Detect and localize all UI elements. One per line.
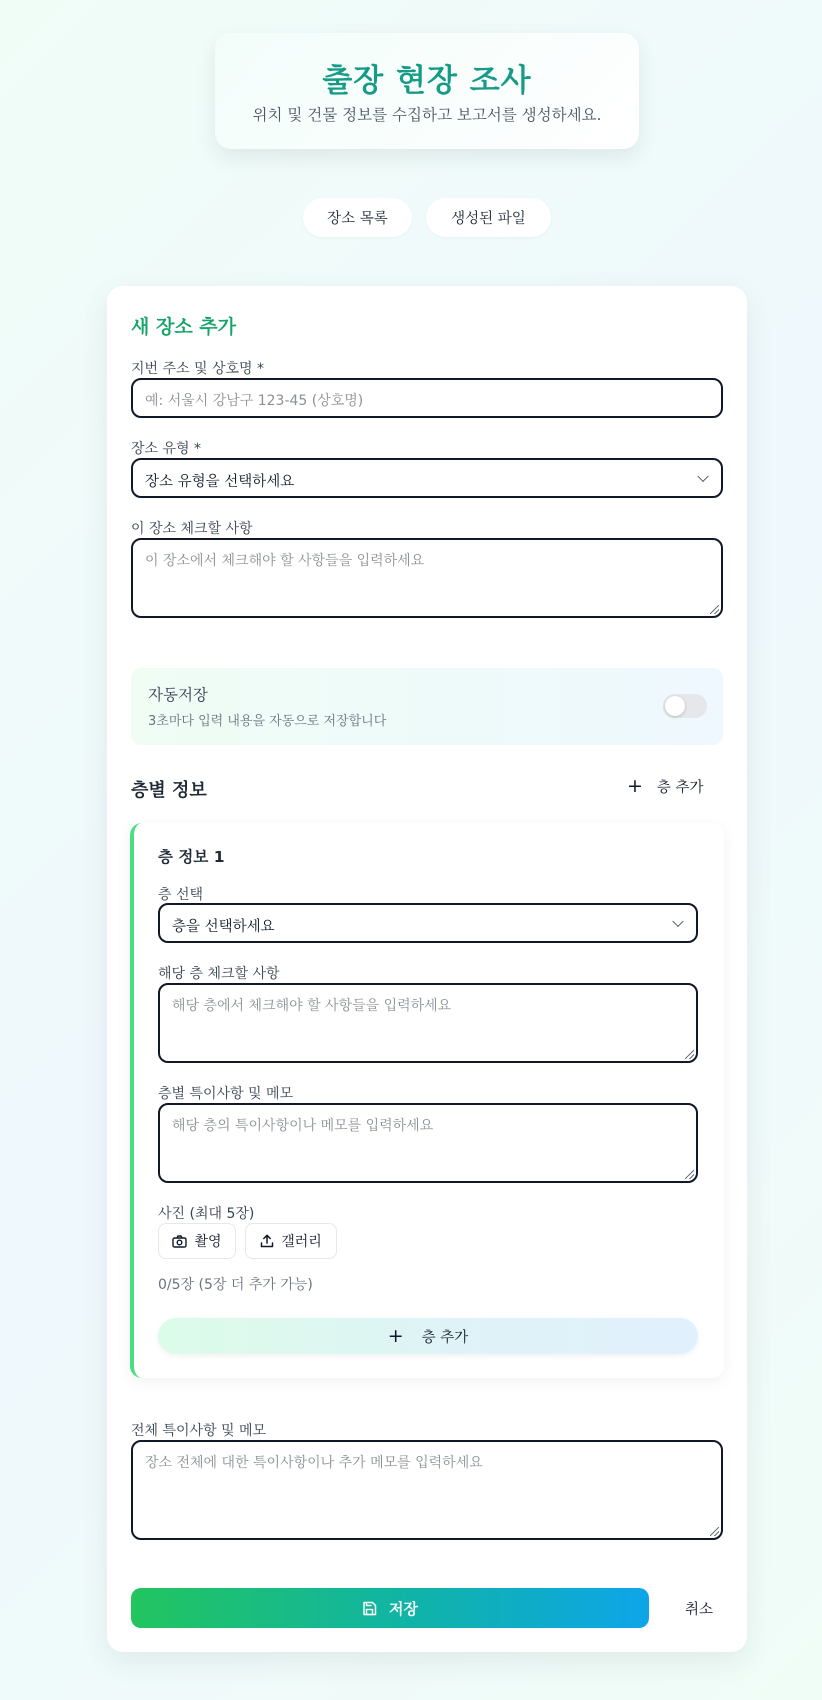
overall-memo-label: 전체 특이사항 및 메모 (131, 1423, 267, 1439)
places-list-button[interactable]: 장소 목록 (303, 198, 412, 237)
resize-grip-icon[interactable] (710, 605, 719, 614)
gallery-button[interactable] (245, 1223, 337, 1259)
resize-grip-icon[interactable] (685, 1050, 694, 1059)
floor-check-textarea[interactable] (158, 983, 698, 1063)
page-subtitle: 위치 및 건물 정보를 수집하고 보고서를 생성하세요. (252, 106, 602, 124)
camera-icon (172, 1235, 187, 1248)
add-floor-top-button[interactable] (627, 768, 731, 804)
add-floor-label: 층 추가 (421, 1329, 469, 1346)
capture-photo-button[interactable] (158, 1223, 236, 1259)
autosave-description: 3초마다 입력 내용을 자동으로 저장합니다 (148, 714, 387, 729)
floor-memo-label: 층별 특이사항 및 메모 (158, 1086, 294, 1102)
place-type-select[interactable] (131, 458, 723, 498)
address-label: 지번 주소 및 상호명 * (131, 361, 264, 377)
save-label: 저장 (389, 1599, 418, 1618)
floor-memo-textarea[interactable] (158, 1103, 698, 1183)
address-input[interactable] (131, 378, 723, 418)
generated-files-button[interactable]: 생성된 파일 (426, 198, 551, 237)
floors-section-title: 층별 정보 (131, 780, 207, 801)
overall-memo-placeholder: 장소 전체에 대한 특이사항이나 추가 메모를 입력하세요 (145, 1455, 483, 1471)
save-icon (362, 1601, 377, 1616)
plus-icon: + (627, 774, 643, 797)
header-card (215, 33, 639, 149)
new-place-form (107, 286, 747, 1652)
address-placeholder: 예: 서울시 강남구 123-45 (상호명) (145, 393, 364, 409)
resize-grip-icon[interactable] (710, 1527, 719, 1536)
plus-icon: + (387, 1324, 404, 1347)
autosave-toggle[interactable] (663, 694, 707, 718)
overall-memo-textarea[interactable] (131, 1440, 723, 1540)
photo-count: 0/5장 (5장 더 추가 가능) (158, 1277, 313, 1293)
autosave-panel (131, 668, 723, 745)
photos-label: 사진 (최대 5장) (158, 1206, 255, 1222)
cancel-button[interactable]: 취소 (664, 1588, 734, 1628)
floor-memo-placeholder: 해당 층의 특이사항이나 메모를 입력하세요 (172, 1118, 434, 1134)
form-section-title: 새 장소 추가 (131, 316, 236, 338)
chevron-down-icon (697, 471, 708, 482)
save-button[interactable] (131, 1588, 649, 1628)
capture-photo-label: 촬영 (194, 1234, 222, 1250)
checklist-label: 이 장소 체크할 사항 (131, 521, 253, 537)
autosave-title: 자동저장 (148, 686, 208, 704)
floor-card (130, 823, 724, 1378)
floor-card-title: 층 정보 1 (158, 848, 225, 866)
floor-check-placeholder: 해당 층에서 체크해야 할 사항들을 입력하세요 (172, 998, 452, 1014)
gallery-label: 갤러리 (281, 1234, 322, 1250)
place-type-value: 장소 유형을 선택하세요 (145, 474, 295, 490)
page-title: 출장 현장 조사 (322, 63, 532, 99)
resize-grip-icon[interactable] (685, 1170, 694, 1179)
add-floor-top-label: 층 추가 (656, 779, 704, 796)
checklist-placeholder: 이 장소에서 체크해야 할 사항들을 입력하세요 (145, 553, 425, 569)
checklist-textarea[interactable] (131, 538, 723, 618)
floor-select-value: 층을 선택하세요 (172, 919, 275, 935)
floor-check-label: 해당 층 체크할 사항 (158, 966, 280, 982)
toggle-knob (665, 696, 685, 716)
floor-select-label: 층 선택 (158, 887, 204, 903)
chevron-down-icon (672, 916, 683, 927)
add-floor-button[interactable] (158, 1318, 698, 1354)
place-type-label: 장소 유형 * (131, 441, 201, 457)
upload-icon (260, 1234, 274, 1248)
floor-select[interactable] (158, 903, 698, 943)
